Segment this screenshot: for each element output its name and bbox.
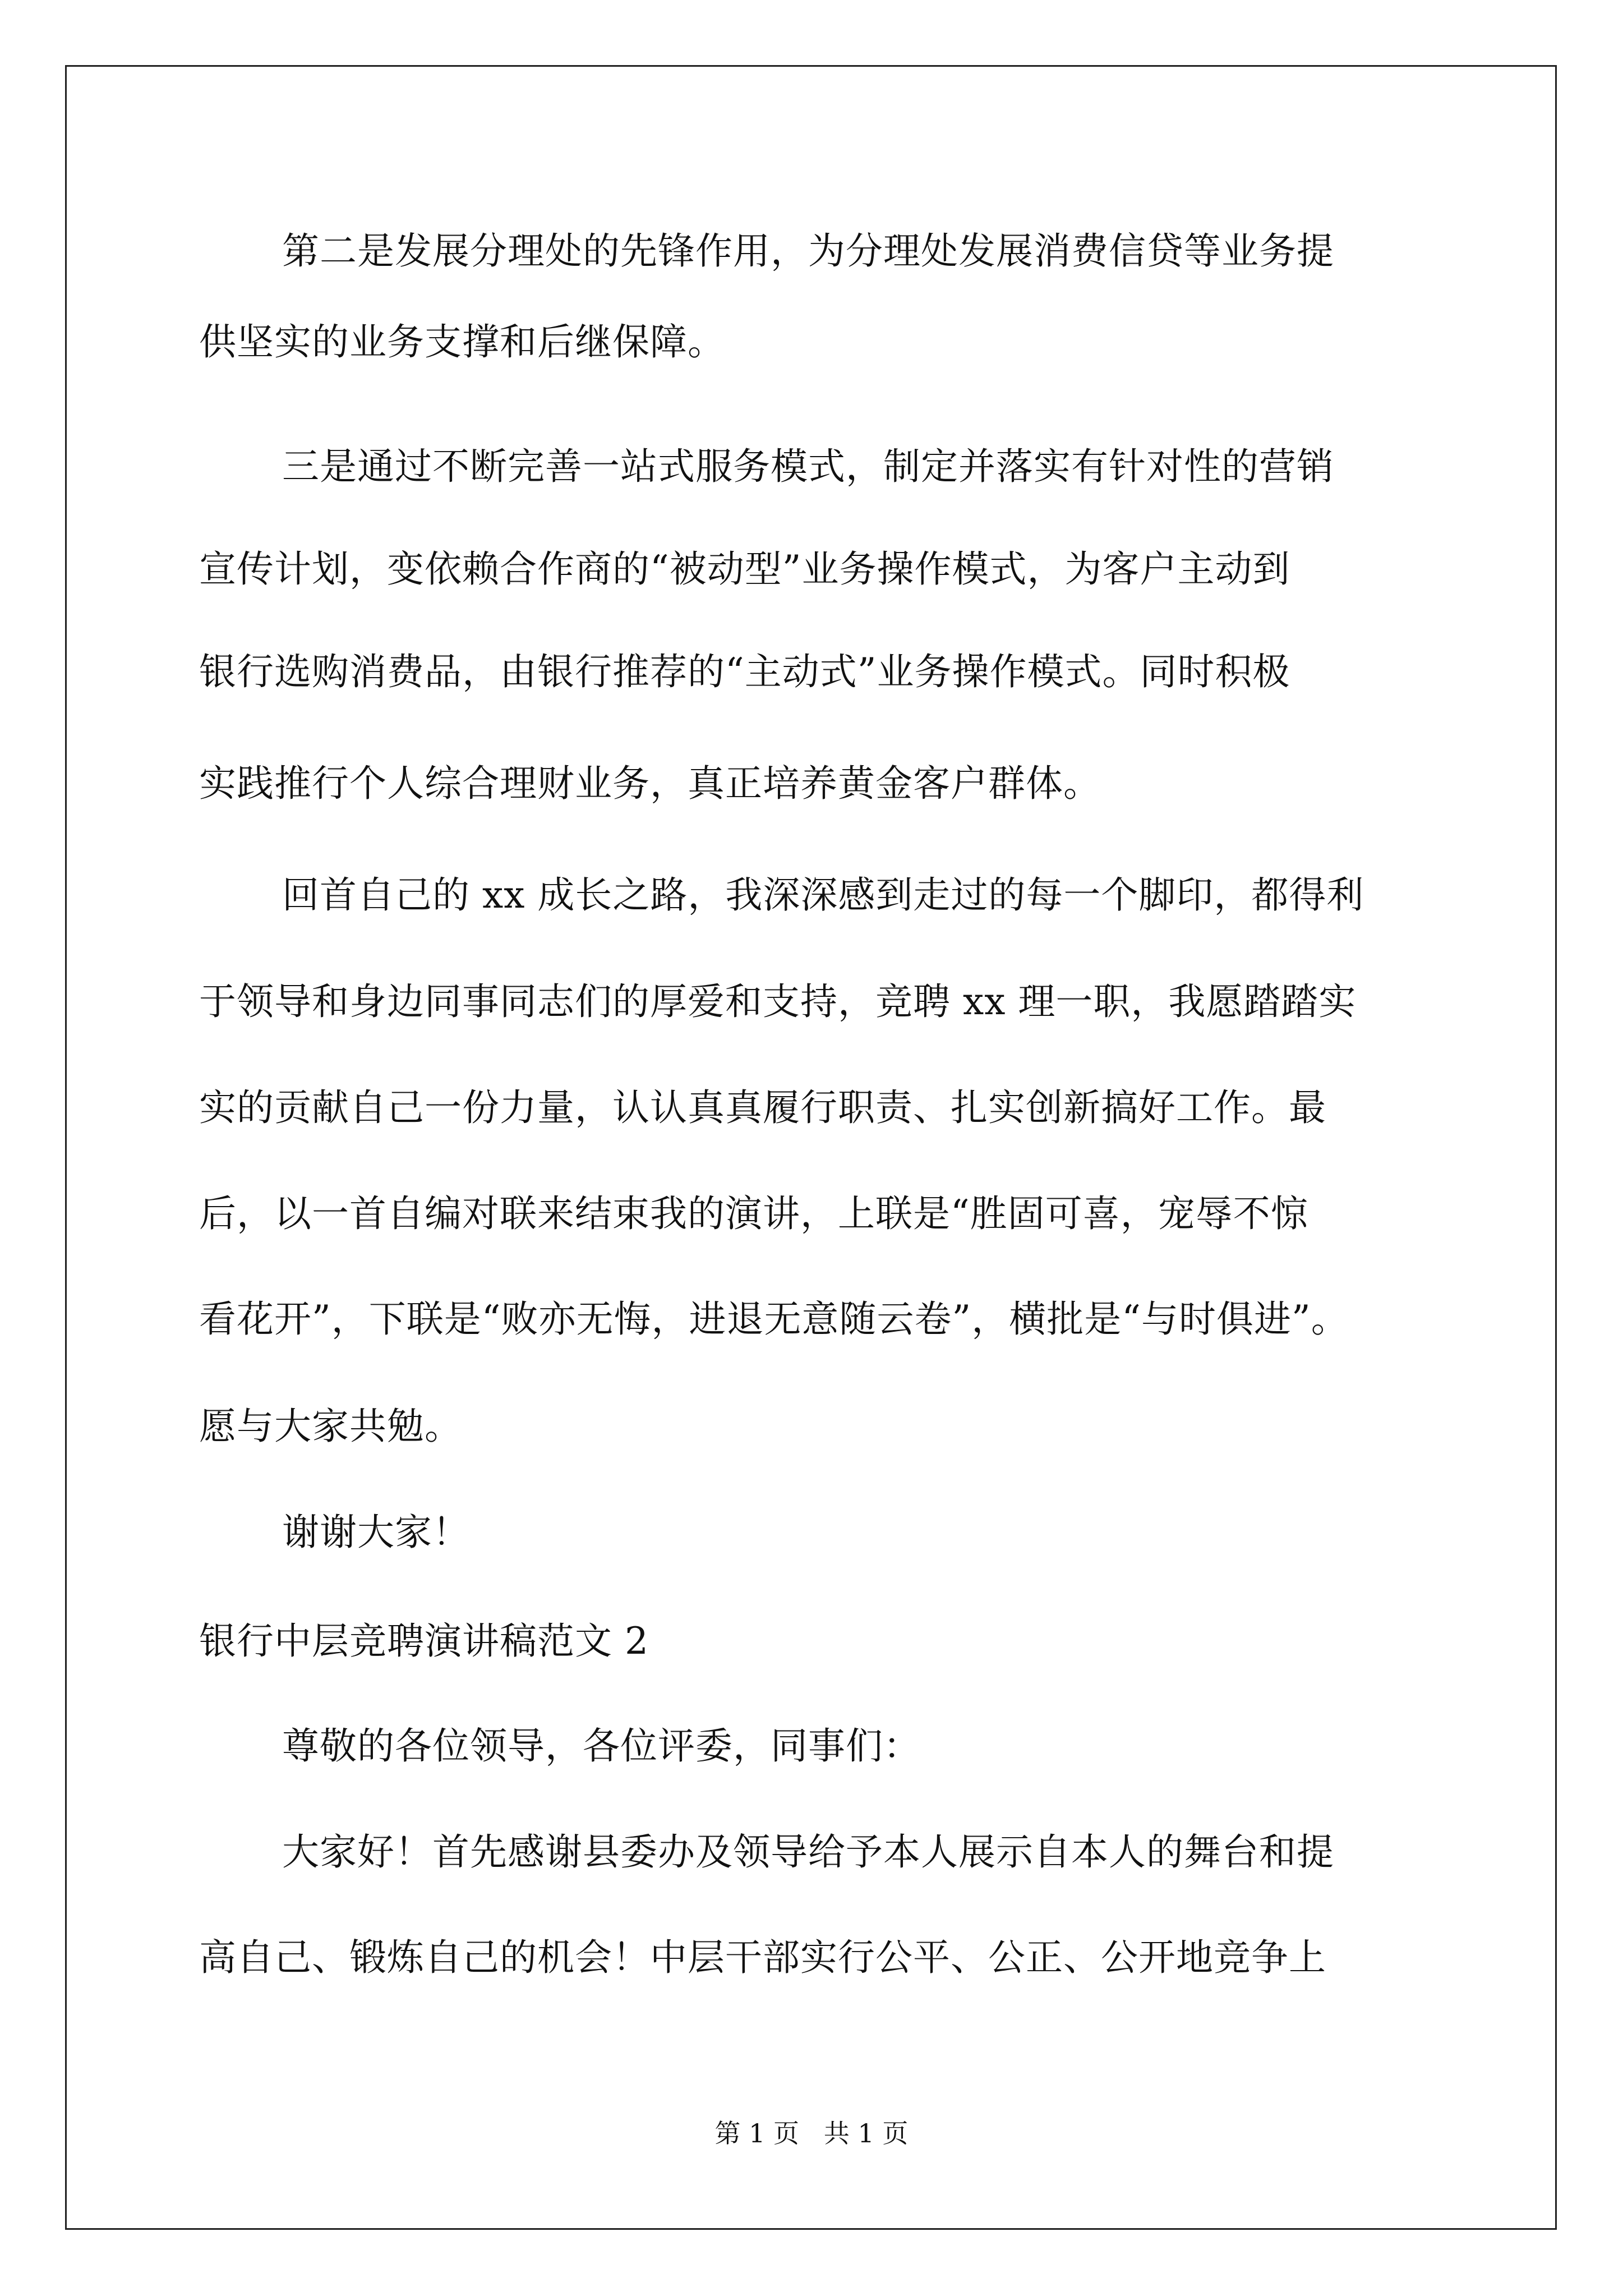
paragraph-line: 供坚实的业务支撑和后继保障。 xyxy=(199,320,725,364)
paragraph-line: 后，以一首自编对联来结束我的演讲，上联是“胜固可喜，宠辱不惊 xyxy=(199,1192,1308,1235)
salutation-line: 尊敬的各位领导，各位评委，同事们： xyxy=(282,1724,921,1768)
paragraph-line: 实的贡献自己一份力量，认认真真履行职责、扎实创新搞好工作。最 xyxy=(199,1086,1326,1129)
paragraph-line: 愿与大家共勉。 xyxy=(199,1405,462,1448)
paragraph-line: 宣传计划，变依赖合作商的“被动型”业务操作模式，为客户主动到 xyxy=(199,547,1290,591)
paragraph-line: 谢谢大家！ xyxy=(282,1511,470,1554)
paragraph-line: 银行选购消费品，由银行推荐的“主动式”业务操作模式。同时积极 xyxy=(199,650,1290,693)
paragraph-line: 实践推行个人综合理财业务，真正培养黄金客户群体。 xyxy=(199,762,1101,805)
page-border xyxy=(65,65,1557,2230)
paragraph-line: 看花开”，下联是“败亦无悔，进退无意随云卷”，横批是“与时俱进”。 xyxy=(199,1297,1349,1341)
section-title: 银行中层竞聘演讲稿范文 2 xyxy=(199,1619,649,1663)
paragraph-line: 三是通过不断完善一站式服务模式，制定并落实有针对性的营销 xyxy=(282,445,1334,488)
paragraph-line: 高自己、锻炼自己的机会！中层干部实行公平、公正、公开地竞争上 xyxy=(199,1936,1326,1979)
page-footer: 第 1 页 共 1 页 xyxy=(714,2118,909,2148)
paragraph-line: 大家好！首先感谢县委办及领导给予本人展示自本人的舞台和提 xyxy=(282,1830,1334,1874)
paragraph-line: 回首自己的 xx 成长之路，我深深感到走过的每一个脚印，都得利 xyxy=(282,873,1364,917)
paragraph-line: 于领导和身边同事同志们的厚爱和支持，竞聘 xx 理一职，我愿踏踏实 xyxy=(199,980,1357,1023)
paragraph-line: 第二是发展分理处的先锋作用，为分理处发展消费信贷等业务提 xyxy=(282,229,1334,273)
